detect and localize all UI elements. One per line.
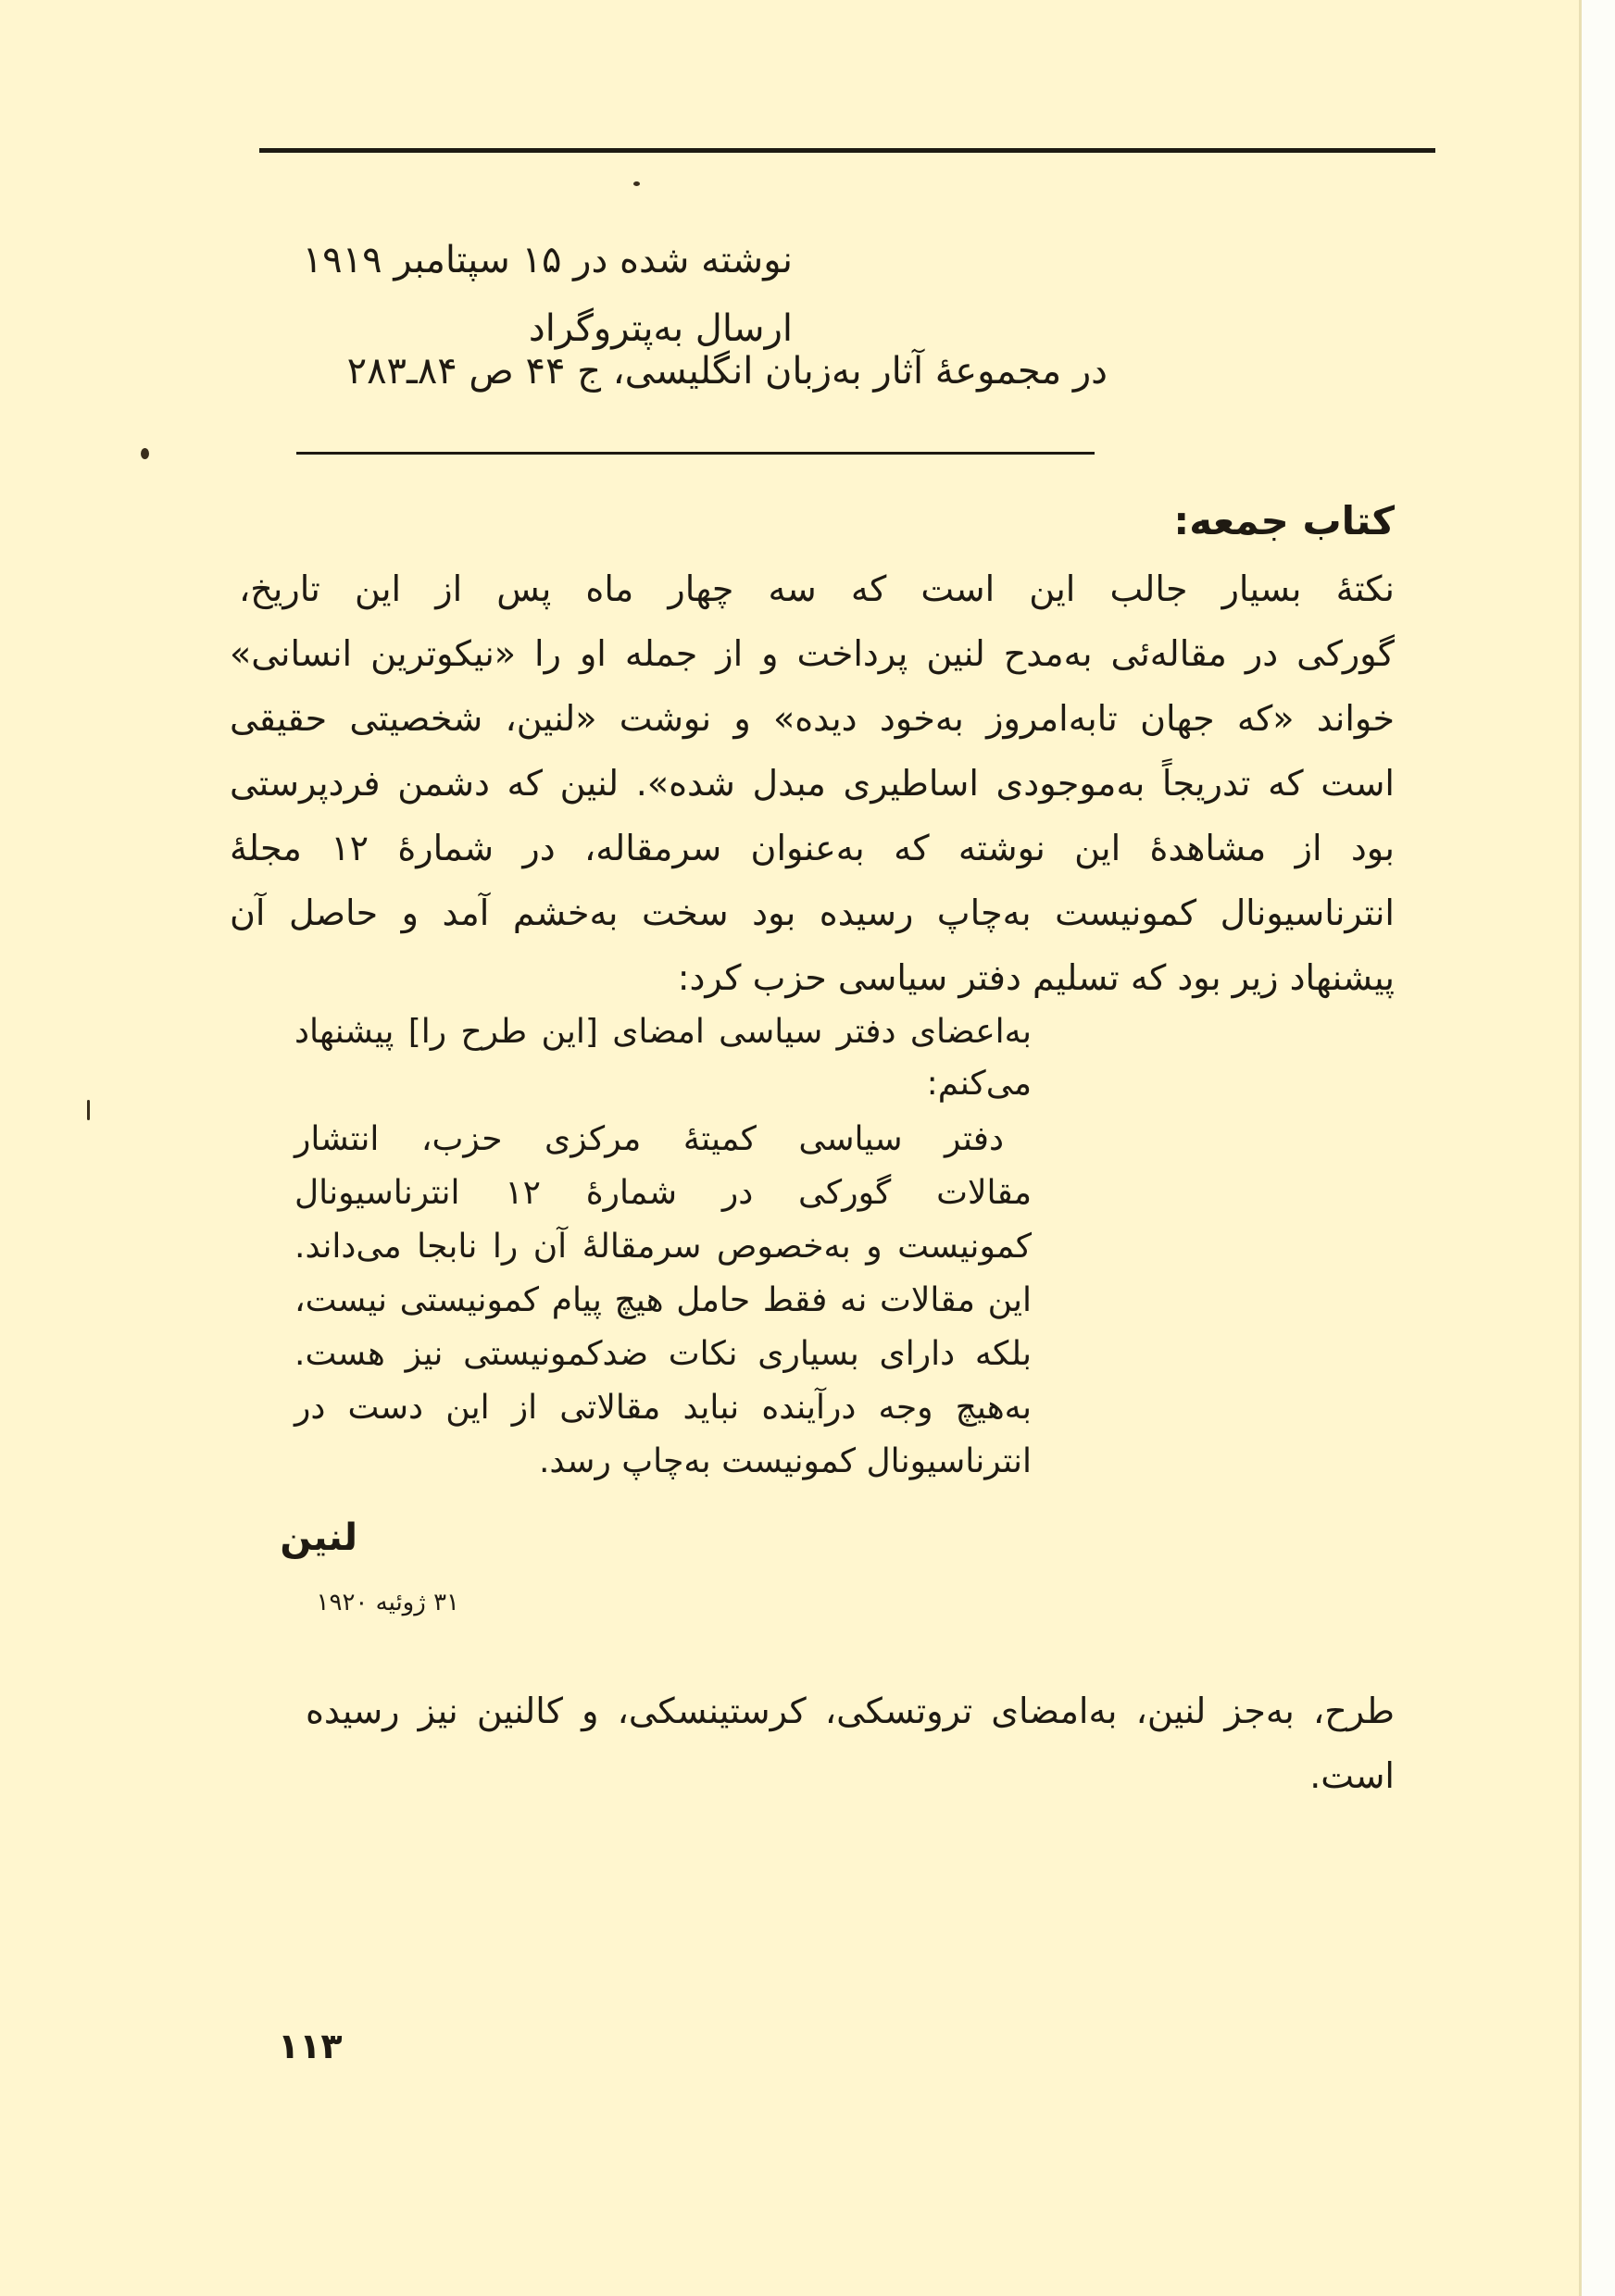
top-rule bbox=[259, 148, 1435, 153]
paragraph-line: انترناسیونال کمونیست به‌چاپ رسیده بود سخت به‌خشم آمد و حاصل آن bbox=[230, 892, 1395, 933]
paragraph-line: بود از مشاهدهٔ این نوشته که به‌عنوان سرمقاله، در شمارهٔ ۱۲ مجلهٔ bbox=[230, 828, 1396, 868]
footer-line: است. bbox=[1309, 1755, 1395, 1796]
scan-margin bbox=[1582, 0, 1615, 2296]
metadata-rule bbox=[296, 452, 1095, 455]
paragraph-line: نکتهٔ بسیار جالب این است که سه چهار ماه پس از این تاریخ، bbox=[239, 568, 1395, 609]
sent-to-line: ارسال به‌پتروگراد bbox=[528, 307, 793, 350]
paragraph-line: خواند «که جهان تابه‌امروز به‌خود دیده» و نوشت «لنین، شخصیتی حقیقی bbox=[230, 698, 1395, 739]
paragraph-line: است که تدریجاً به‌موجودی اساطیری مبدل شده». لنین که دشمن فردپرستی bbox=[230, 763, 1395, 804]
source-line: در مجموعهٔ آثار به‌زبان انگلیسی، ج ۴۴ ص ۸۴ـ۲۸۳ bbox=[346, 350, 1108, 393]
written-date-line: نوشته شده در ۱۵ سپتامبر ۱۹۱۹ bbox=[302, 239, 793, 281]
quote-body-line: به‌هیچ وجه درآینده نباید مقالاتی از این دست در bbox=[294, 1389, 1032, 1427]
quote-body-line: این مقالات نه فقط حامل هیچ پیام کمونیستی نیست، bbox=[294, 1281, 1032, 1319]
paragraph-line: گورکی در مقاله‌ئی به‌مدح لنین پرداخت و از جمله او را «نیکوترین انسانی» bbox=[230, 633, 1395, 674]
footer-line: طرح، به‌جز لنین، به‌امضای تروتسکی، کرستینسکی، و کالنین نیز رسیده bbox=[306, 1691, 1395, 1731]
page-number: ۱۱۳ bbox=[278, 2026, 343, 2066]
ink-speck bbox=[141, 448, 149, 459]
quote-body-line: کمونیست و به‌خصوص سرمقالهٔ آن را نابجا می‌داند. bbox=[294, 1228, 1032, 1266]
paragraph-line: پیشنهاد زیر بود که تسلیم دفتر سیاسی حزب کرد: bbox=[677, 957, 1395, 998]
signature: لنین bbox=[280, 1516, 357, 1559]
quote-intro-line: می‌کنم: bbox=[926, 1065, 1032, 1103]
quote-body-line: بلکه دارای بسیاری نکات ضدکمونیستی نیز هست. bbox=[294, 1335, 1032, 1373]
quote-body-line: دفتر سیاسی کمیتهٔ مرکزی حزب، انتشار bbox=[294, 1120, 1004, 1158]
ink-speck bbox=[633, 181, 640, 186]
quote-intro-line: به‌اعضای دفتر سیاسی امضای [این طرح را] پیشنهاد bbox=[294, 1013, 1032, 1051]
ink-speck bbox=[87, 1100, 90, 1120]
quote-body-line: انترناسیونال کمونیست به‌چاپ رسد. bbox=[538, 1442, 1032, 1480]
section-heading: کتاب جمعه: bbox=[1173, 498, 1395, 543]
signature-date: ۳۱ ژوئیه ۱۹۲۰ bbox=[316, 1589, 459, 1616]
quote-body-line: مقالات گورکی در شمارهٔ ۱۲ انترناسیونال bbox=[294, 1174, 1033, 1212]
